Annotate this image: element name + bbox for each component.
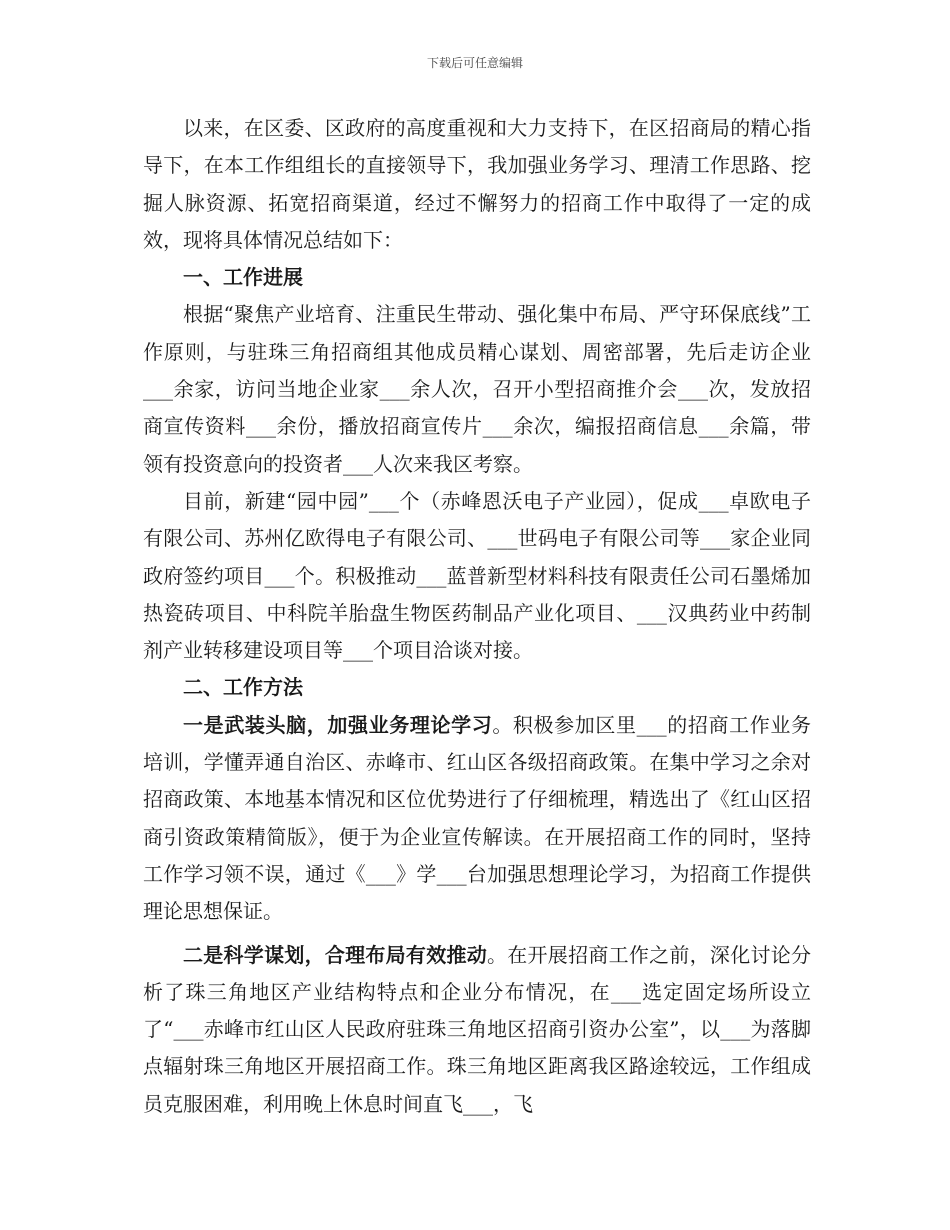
method-paragraph-2 <box>143 937 811 1123</box>
progress-paragraph-1: 根据“聚焦产业培育、注重民生带动、强化集中布局、严守环保底线”工作原则，与驻珠三角招商组其他成员精心谋划、周密部署，先后走访企业___余家，访问当地企业家___余人次，召开小型招商推介会___次，发放招商宣传资料___余份，播放招商宣传片___余次，编报招商信息___余篇，带领有投资意向的投资者___人次来我区考察。 <box>143 302 811 476</box>
section-heading-methods: 二、工作方法 <box>183 675 303 700</box>
page-header: 下载后可任意编辑 <box>426 56 523 70</box>
document-body <box>143 110 811 1123</box>
method-2-lead: 二是科学谋划，合理布局有效推动 <box>183 942 487 967</box>
method-1-text: 。积极参加区里___的招商工作业务培训，学懂弄通自治区、赤峰市、红山区各级招商政策。在集中学习之余对招商政策、本地基本情况和区位优势进行了仔细梳理，精选出了《红山区招商引资政策精简版》，便于为企业宣传解读。在开展招商工作的同时，坚持工作学习领不误，通过《___》学___台加强思想理论学习，为招商工作提供理论思想保证。 <box>143 712 812 924</box>
intro-paragraph: 以来，在区委、区政府的高度重视和大力支持下，在区招商局的精心指导下，在本工作组组长的直接领导下，我加强业务学习、理清工作思路、挖掘人脉资源、拓宽招商渠道，经过不懈努力的招商工作中取得了一定的成效，现将具体情况总结如下： <box>143 116 811 252</box>
method-2-text: 。在开展招商工作之前，深化讨论分析了珠三角地区产业结构特点和企业分布情况，在___选定固定场所设立了“___赤峰市红山区人民政府驻珠三角地区招商引资办公室”，以___为落脚点辐射珠三角地区开展招商工作。珠三角地区距离我区路途较远，工作组成员克服困难，利用晚上休息时间直飞___，飞 <box>143 942 811 1116</box>
method-paragraph-1 <box>143 707 811 931</box>
progress-paragraph-2: 目前，新建“园中园”___个（赤峰恩沃电子产业园），促成___卓欧电子有限公司、苏州亿欧得电子有限公司、___世码电子有限公司等___家企业同政府签约项目___个。积极推动___蓝普新型材料科技有限责任公司石墨烯加热瓷砖项目、中科院羊胎盘生物医药制品产业化项目、___汉典药业中药制剂产业转移建设项目等___个项目洽谈对接。 <box>143 488 811 663</box>
method-1-lead: 一是武装头脑，加强业务理论学习 <box>183 712 493 737</box>
section-heading-progress: 一、工作进展 <box>183 265 303 290</box>
